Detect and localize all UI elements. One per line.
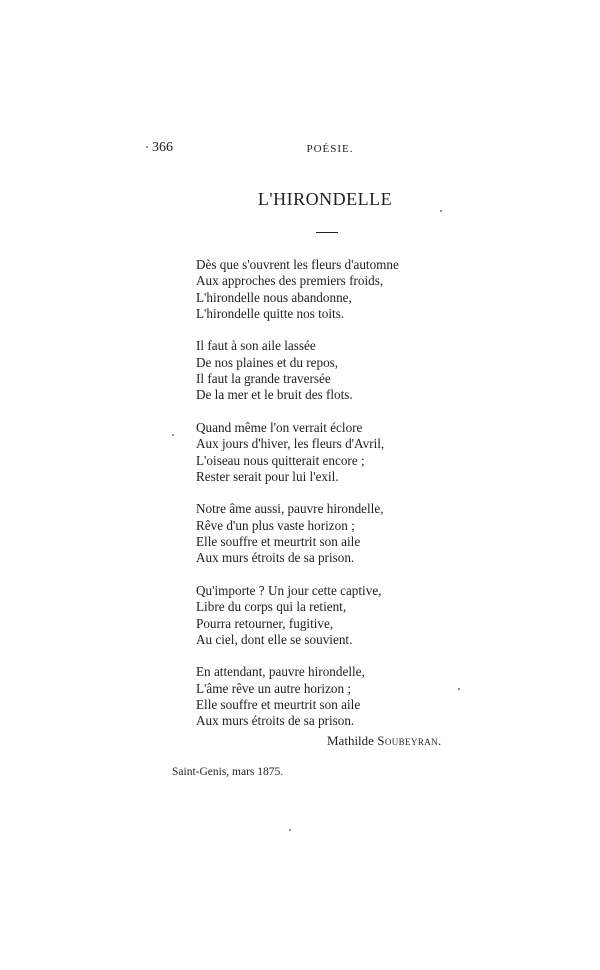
- poem-line: L'hirondelle quitte nos toits.: [196, 305, 345, 321]
- poem-line: L'âme rêve un autre horizon ;: [196, 680, 352, 696]
- poem-line: L'hirondelle nous abandonne,: [196, 289, 352, 305]
- scan-speck: [146, 146, 148, 148]
- page-number: 366: [152, 140, 173, 155]
- poem-line: Il faut à son aile lassée: [196, 338, 316, 354]
- poem-line: En attendant, pauvre hirondelle,: [196, 664, 365, 680]
- poem-line: Dès que s'ouvrent les fleurs d'automne: [196, 257, 399, 272]
- stanza: [196, 257, 399, 322]
- scan-speck: [172, 434, 174, 436]
- stanza: [196, 420, 399, 485]
- scan-speck: [289, 829, 291, 831]
- stanza: [196, 664, 399, 729]
- author-last-name: Soubeyran.: [377, 733, 442, 748]
- stanza: [196, 338, 399, 403]
- poem-line: De nos plaines et du repos,: [196, 354, 339, 370]
- poem-line: Il faut la grande traversée: [196, 371, 331, 387]
- author-signature: [327, 733, 442, 749]
- scan-speck: [458, 688, 460, 690]
- poem-line: Quand même l'on verrait éclore: [196, 419, 363, 435]
- poem-line: Au ciel, dont elle se souvient.: [196, 631, 353, 647]
- poem-line: De la mer et le bruit des flots.: [196, 387, 353, 403]
- poem-line: Aux jours d'hiver, les fleurs d'Avril,: [196, 436, 385, 452]
- place-and-date: Saint-Genis, mars 1875.: [172, 766, 284, 778]
- stanza: [196, 501, 399, 566]
- poem-line: Rêve d'un plus vaste horizon ;: [196, 517, 355, 533]
- poem-title: L'HIRONDELLE: [257, 189, 393, 209]
- poem-line: Aux murs étroits de sa prison.: [196, 713, 355, 729]
- poem-line: Elle souffre et meurtrit son aile: [196, 534, 361, 550]
- poem-line: Rester serait pour lui l'exil.: [196, 468, 339, 484]
- poem-line: Pourra retourner, fugitive,: [196, 615, 334, 631]
- poem-line: Aux approches des premiers froids,: [196, 273, 384, 289]
- running-title: POÉSIE.: [306, 143, 354, 155]
- stanza: [196, 583, 399, 648]
- poem-line: Elle souffre et meurtrit son aile: [196, 697, 361, 713]
- poem-line: Libre du corps qui la retient,: [196, 599, 347, 615]
- poem-line: Aux murs étroits de sa prison.: [196, 550, 355, 566]
- scan-speck: [440, 210, 442, 212]
- poem-line: Notre âme aussi, pauvre hirondelle,: [196, 501, 384, 517]
- poem-body: [196, 257, 399, 746]
- poem-line: Qu'importe ? Un jour cette captive,: [196, 582, 382, 598]
- title-rule: [316, 232, 338, 233]
- poem-line: L'oiseau nous quitterait encore ;: [196, 452, 365, 468]
- author-first-name: Mathilde: [327, 733, 374, 748]
